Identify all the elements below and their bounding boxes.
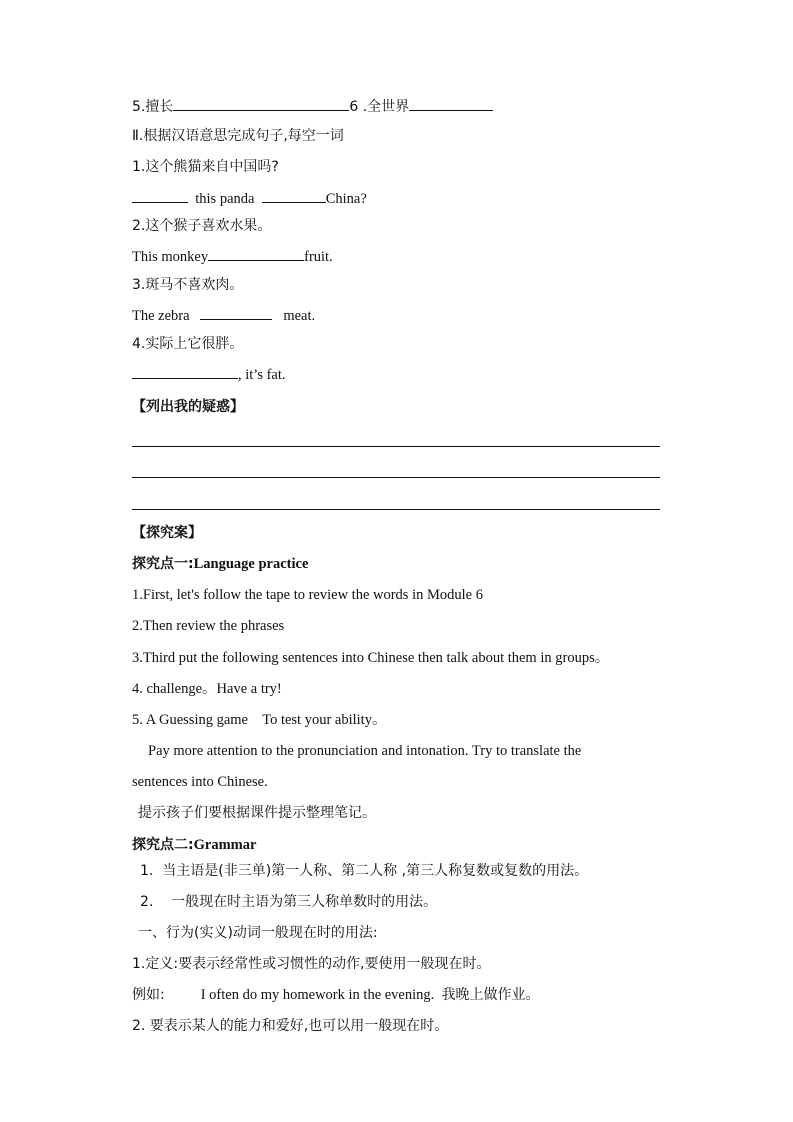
sentence-text: meat. xyxy=(283,308,316,324)
vocab-item-6: 6 .全世界 xyxy=(349,99,410,115)
doubts-heading: 【列出我的疑惑】 xyxy=(132,399,244,415)
grammar-item: 2. 一般现在时主语为第三人称单数时的用法。 xyxy=(140,894,438,910)
explore-point-1 xyxy=(132,554,308,574)
step-item: 4. challenge。Have a try! xyxy=(132,681,282,697)
grammar-item: 1. 当主语是(非三单)第一人称、第二人称 ,第三人称复数或复数的用法。 xyxy=(140,863,589,879)
answer-blank[interactable] xyxy=(200,305,272,320)
sentence-text: , it’s fat. xyxy=(238,367,286,383)
vocab-item-5: 5.擅长 xyxy=(132,99,174,115)
question-en xyxy=(132,364,286,385)
point-title: Language practice xyxy=(193,556,309,572)
sentence-text: The zebra xyxy=(132,308,190,324)
explore-point-2 xyxy=(132,835,256,855)
question-en xyxy=(132,305,315,326)
note-text: Pay more attention to the pronunciation and intonation. Try to translate the xyxy=(148,743,582,759)
question-en xyxy=(132,246,333,267)
writing-line[interactable] xyxy=(132,509,660,510)
sentence-text: this panda xyxy=(195,191,255,207)
question-zh: 3.斑马不喜欢肉。 xyxy=(132,277,244,293)
answer-blank[interactable] xyxy=(208,246,304,261)
explore-heading: 【探究案】 xyxy=(132,525,202,541)
answer-blank[interactable] xyxy=(173,96,349,111)
point-title: Grammar xyxy=(193,837,257,853)
question-zh: 1.这个熊猫来自中国吗? xyxy=(132,159,279,175)
example-row xyxy=(132,985,540,1005)
example-en: I often do my homework in the evening. xyxy=(200,987,435,1003)
step-item: 2.Then review the phrases xyxy=(132,618,285,634)
writing-line[interactable] xyxy=(132,446,660,447)
definition-text: 1.定义:要表示经常性或习惯性的动作,要使用一般现在时。 xyxy=(132,956,491,972)
question-zh: 2.这个猴子喜欢水果。 xyxy=(132,218,272,234)
example-label: 例如: xyxy=(132,987,165,1003)
example-zh: 我晚上做作业。 xyxy=(441,987,540,1003)
step-item: 1.First, let's follow the tape to review the words in Module 6 xyxy=(132,587,483,603)
grammar-heading: 一、行为(实义)动词一般现在时的用法: xyxy=(138,925,378,941)
answer-blank[interactable] xyxy=(409,96,493,111)
note-zh: 提示孩子们要根据课件提示整理笔记。 xyxy=(138,805,376,821)
ability-text: 2. 要表示某人的能力和爱好,也可以用一般现在时。 xyxy=(132,1018,449,1034)
step-item: 5. A Guessing game To test your ability。 xyxy=(132,712,387,728)
point-label: 探究点二: xyxy=(132,837,194,853)
question-en xyxy=(132,188,367,209)
section-title: Ⅱ.根据汉语意思完成句子,每空一词 xyxy=(132,128,344,144)
sentence-text: This monkey xyxy=(132,249,209,265)
sentence-text: fruit. xyxy=(304,249,333,265)
answer-blank[interactable] xyxy=(262,188,326,203)
vocab-row xyxy=(132,96,493,117)
writing-line[interactable] xyxy=(132,477,660,478)
answer-blank[interactable] xyxy=(132,364,238,379)
answer-blank[interactable] xyxy=(132,188,188,203)
question-zh: 4.实际上它很胖。 xyxy=(132,336,244,352)
note-text: sentences into Chinese. xyxy=(132,774,268,790)
step-item: 3.Third put the following sentences into Chinese then talk about them in groups。 xyxy=(132,650,610,666)
sentence-text: China? xyxy=(325,191,367,207)
point-label: 探究点一: xyxy=(132,556,194,572)
